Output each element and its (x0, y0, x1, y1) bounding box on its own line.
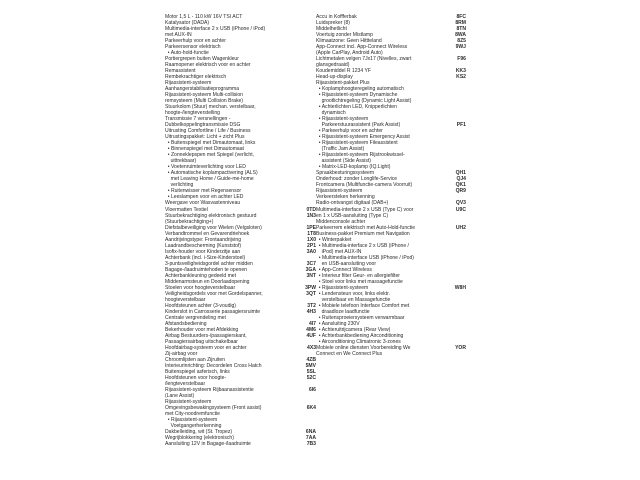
option-text: Middenconsole achter (316, 218, 366, 225)
option-text: Business-pakket Premium met Navigation (316, 230, 410, 237)
option-text: Luidspreker (8) (316, 20, 350, 27)
option-text: Laadrandbescherming (Kunststof) (165, 242, 242, 249)
option-text: verlichting (165, 182, 194, 189)
option-text: Middelhetlicht (316, 26, 347, 33)
option-text: Rijassistent-pakket Plus (316, 80, 370, 87)
option-text: • Matrix-LED-koplamp (IQ.Light) (316, 164, 391, 171)
option-text: Rijassistent-systeem Multi-collision (165, 92, 243, 99)
option-code: 1X0 (307, 236, 316, 243)
option-text: Wegrijblokkering (elektronisch) (165, 435, 234, 442)
option-text: verstelbaar en Massagefunctie (316, 296, 391, 303)
option-text: • Stoel voor links met massagefunctie (316, 278, 403, 285)
option-code: QR9 (455, 188, 466, 195)
option-text: Middenarmsteun en Doorlaadopening (165, 278, 250, 285)
option-text: assistent (Side Assist) (316, 158, 371, 165)
option-code: 3C7 (306, 260, 316, 267)
option-text: • Aansluiting 230V (316, 320, 360, 327)
option-text: Weergave voor Wasvastenniveau (165, 200, 241, 207)
option-code: U9C (455, 206, 466, 213)
option-row (316, 351, 466, 357)
option-code: 4ZB (306, 356, 316, 363)
option-text: • Mobiele telefoon Interface Comfort met (316, 302, 410, 309)
option-text: hoogteverstelbaar (165, 296, 206, 303)
option-code: 5SL (306, 368, 316, 375)
option-text: Accu in Koffferbak (316, 14, 357, 20)
option-code: 6K4 (306, 405, 316, 412)
option-code: QJ4 (456, 176, 466, 183)
option-row (165, 441, 316, 447)
option-code: 3PW (305, 284, 316, 291)
option-code: PF1 (456, 122, 466, 129)
option-text: Rijassistent-systeem (316, 188, 363, 195)
option-text: Parkeersensor elektrisch (165, 44, 221, 51)
option-code: 6I6 (308, 386, 316, 393)
option-text: Buitenspiegel asferisch, links (165, 368, 230, 375)
option-text: • Achterbankbediening Airconditioning (316, 332, 404, 339)
option-text: • Rijassistent-systeem Dynamische (316, 92, 398, 99)
option-text: • Rijassistent-systeem Rijstrookwissel- (316, 152, 405, 159)
option-code: 4H3 (306, 308, 316, 315)
option-text: remsysteem (Multi Collision Brake) (165, 98, 243, 105)
option-code: 3GA (305, 266, 316, 273)
option-text: • App-Connect Wireless (316, 266, 372, 273)
option-text: • Rijassistent-systeem Fileassistent (316, 140, 398, 147)
option-text: • Buitenspiegel met Dimautomaat, links (165, 140, 256, 147)
option-text: Dubbelkoppelingtransmissie DSG (165, 122, 241, 129)
option-text: • Binnenspiegel met Dimautomaat (165, 146, 244, 153)
option-code: 8TN (456, 26, 466, 33)
options-list-right (316, 14, 466, 357)
option-code: 52C (306, 374, 316, 381)
option-code: 8Z5 (457, 38, 466, 45)
option-text: hoogte-/lengteverstelling (165, 110, 220, 117)
option-code: UH2 (455, 224, 466, 231)
option-text: Head-up-display (316, 74, 353, 81)
option-text: Parkeerrem elektrisch met Auto-Hold-functie (316, 224, 416, 231)
option-text: 3-puntsveiligheidsgordel achter midden (165, 260, 253, 267)
option-text: Afstandsbediening (165, 320, 207, 327)
option-code: 0TD (306, 206, 316, 213)
option-text: Omgevingsbewakingsysteem (Front assist) (165, 405, 262, 412)
option-text: • Interieur filter Geur- en allergiefilter (316, 272, 400, 279)
option-text: Dakbelleiding, wit (St. Tropez) (165, 429, 233, 436)
option-text: • Winterpakket (316, 236, 352, 243)
option-text: Zij-airbag voor (165, 350, 198, 357)
option-code: QV3 (455, 200, 466, 207)
option-text: Aansluiting 12V in Bagage-/laadruimte (165, 441, 251, 448)
option-text: Hoofdsteunen achter (3-voudig) (165, 302, 236, 309)
option-text: Rijassistent-systeem Rijbaanassistentie (165, 386, 254, 393)
option-text: (Stuurbekrachtiging+) (165, 218, 214, 225)
option-text: Uitrusting Comfortline / Life / Business (165, 128, 251, 135)
option-text: Isofix-houder voor Kinderzitje aan (165, 248, 241, 255)
option-text: App-Connect incl. App-Connect Wireless (316, 44, 408, 51)
option-text: Aanhangerstabilisatieprogramma (165, 86, 240, 93)
option-text: met Leaving Home / Guide-me-home (165, 176, 254, 183)
option-text: • Koplamphoogteregeling automatisch (316, 86, 404, 93)
option-text: • Achteruitrijcamera (Rear View) (316, 326, 391, 333)
option-code: QK1 (455, 182, 466, 189)
option-text: Rijassistent-systeem (165, 80, 212, 87)
option-text: Multimedia-interface 2 x USB (iPhone / iPod) (165, 26, 266, 33)
option-text: Kinderslot in Carrosserie passagiersruimte (165, 308, 261, 315)
option-text: • Rijassistent-systeem (316, 116, 369, 123)
option-text: glansgedraaid) (316, 62, 350, 69)
option-code: 3QT (306, 290, 316, 297)
option-code: KS2 (456, 74, 466, 81)
option-text: Onderhoud: zonder Longlife-Service (316, 176, 398, 183)
option-text: • Lendensteun voor, links elektr. (316, 290, 390, 297)
option-text: Frontcamera (Multifunctie-camera Voorruit) (316, 182, 413, 189)
option-code: 4UF (306, 332, 316, 339)
option-text: Bagage-/laadruimtehoden te openen (165, 266, 247, 273)
option-text: • Auto-hold-functie (165, 50, 209, 57)
option-code: 5MV (305, 362, 316, 369)
option-text: Radio-ontvangst digitaal (DAB+) (316, 200, 389, 207)
option-code: 4M6 (306, 326, 316, 333)
option-text: Rijassistent-systeem (165, 399, 212, 405)
option-code: YOR (455, 344, 466, 351)
option-code: KK3 (455, 68, 466, 75)
option-text: • Ruitensproeiersysteem verwarmbaar (316, 314, 405, 321)
option-text: Stuurkolom (Stuur) mechan. verstelbaar, (165, 104, 256, 111)
option-text: Parkeerstuurassistent (Park Assist) (316, 122, 401, 129)
option-text: Portiergrepen buiten Wagenkleur (165, 56, 239, 63)
option-code: 3A0 (306, 248, 316, 255)
option-code: 1PE (306, 224, 316, 231)
option-text: Interieurinrichting: Decordelen Cross Hatch (165, 362, 262, 369)
option-text: (Apple CarPlay, Android Auto) (316, 50, 383, 57)
option-text: /lengteverstelbaar (165, 380, 206, 387)
option-text: Hoofdsteunen voor hoogte- (165, 374, 227, 381)
option-text: • Multimedia-interface 2 x USB (iPhone / (316, 242, 409, 249)
option-text: • Leeslampen voor en achter LED (165, 194, 244, 201)
option-text: Uitrustingspakket: Licht + zicht Plus (165, 134, 245, 141)
option-text: Rembekrachtiger elektrisch (165, 74, 227, 81)
option-text: draadloze laadfunctie (316, 308, 370, 315)
option-code: 4I7 (308, 320, 316, 327)
option-text: met City-noodremfunctie (165, 411, 220, 418)
option-text: Airbag Bestuurders-/passagierskant, (165, 332, 247, 339)
option-text: (Traffic Jam Assist) (316, 146, 365, 153)
option-code: 3NT (306, 272, 316, 279)
option-text: • Voetenruimteverlichting voor LED (165, 164, 246, 171)
option-text: • Multimedia-interface USB (iPhone / iPod) (316, 254, 414, 261)
option-code: F96 (457, 56, 466, 63)
option-text: Hoofdairbag-systeem voor en achter (165, 344, 247, 351)
option-text: Katalysator (DADA) (165, 20, 210, 27)
options-list-left (165, 14, 316, 447)
option-text: Vloermatten Textiel (165, 206, 208, 213)
option-text: Transmissie 7 versnellingen - (165, 116, 231, 123)
option-text: • Airconditioning Climatronic 3-zones (316, 338, 401, 345)
option-text: • Rijassistent-systeem (316, 284, 369, 291)
option-code: 7AA (305, 435, 316, 442)
option-text: Chroomlijsten aan Zijruiten (165, 356, 226, 363)
option-text: en USB-aansluiting voor (316, 260, 377, 267)
option-code: 8WA (455, 32, 466, 39)
option-code: 1T8 (307, 230, 316, 237)
option-text: Spraakbesturingssysteem (316, 170, 375, 177)
option-code: 4X3 (307, 344, 316, 351)
option-code: W8H (454, 284, 466, 291)
option-text: Verkeersteken herkenning (316, 194, 375, 201)
option-text: Centrale vergrendeling met (165, 314, 226, 321)
option-text: grootlichtregeling (Dynamic Light Assist) (316, 98, 412, 105)
option-code: 3T2 (307, 302, 316, 309)
option-text: Multimedia-interface 2 x USB (Type C) voor (316, 206, 414, 213)
option-text: Passagiersairbag uitschakelbaar (165, 338, 238, 345)
option-code: 7B3 (306, 441, 316, 448)
option-code: 6NA (305, 429, 316, 436)
option-text: en 1 x USB-aansluiting (Type C) (316, 212, 389, 219)
option-text: uittrekbaar) (165, 158, 197, 165)
option-text: Achterbank (incl. i-Size-Kinderstoel) (165, 254, 246, 261)
option-text: Aandrijvingstype: Frontaandrijving (165, 236, 242, 243)
option-text: Verbandtrommel en Gevarendriehoek (165, 230, 250, 237)
option-text: dynamisch (316, 110, 346, 117)
option-text: Raamopener elektrisch voor en achter (165, 62, 251, 69)
option-text: Stuurbekrachtiging elektronisch gestuurd (165, 212, 257, 219)
option-code: 2P1 (307, 242, 316, 249)
option-text: Diefstalbeveiliging voor Wielen (Velgsloten) (165, 224, 262, 231)
option-code: 1N3 (306, 212, 316, 219)
option-text: Parkeerhulp voor en achter (165, 38, 226, 45)
option-text: • Parkeerhulp voor en achter (316, 128, 383, 135)
option-text: • Automatische koplampactivering (ALS) (165, 170, 258, 177)
option-code: QH1 (455, 170, 466, 177)
option-text: Remassistent (165, 68, 196, 75)
option-text: Koudemiddel R 1234 YF (316, 68, 371, 75)
option-text: met AUX-IN (165, 32, 192, 39)
option-text: Connect en We Connect Plus (316, 350, 383, 357)
option-text: iPod) met AUX-IN (316, 248, 362, 255)
option-code: 8RM (455, 20, 466, 27)
option-text: Mobiele online diensten Voorbereiding We (316, 344, 411, 351)
option-text: (Lane Assist) (165, 392, 195, 399)
option-text: Stoelen voor hoogteverstelbaar (165, 284, 236, 291)
option-text: • Achterlichten LED, Knipperlichten (316, 104, 397, 111)
option-text: Voertuig zonder Mistlamp (316, 32, 373, 39)
option-text: Veiligheidsgordels voor met Gordelspanner, (165, 290, 263, 297)
option-text: Motor 1,5 L - 110 kW 16V TSI ACT (165, 14, 243, 20)
option-text: • Rijassistent-systeem (165, 417, 218, 424)
option-text: Achterbankleuning gedeeld met (165, 272, 236, 279)
option-code: 9WJ (455, 44, 466, 51)
option-text: Bekerhouder voor met Afdekking (165, 326, 239, 333)
option-code: 8FC (456, 14, 466, 20)
option-text: • Zonneklepspen met Spiegel (verlicht, (165, 152, 255, 159)
option-text: Lichtmetalen velgen 7Jx17 (Nivelles, zwart (316, 56, 412, 63)
option-text: • Ruitenwisser met Regensensor (165, 188, 242, 195)
option-text: Klimaatzone: Geen Hittteland (316, 38, 382, 45)
option-text: • Rijassistent-systeem Emergency Assist (316, 134, 410, 141)
option-text: Voetgangerherkenning (165, 423, 222, 430)
